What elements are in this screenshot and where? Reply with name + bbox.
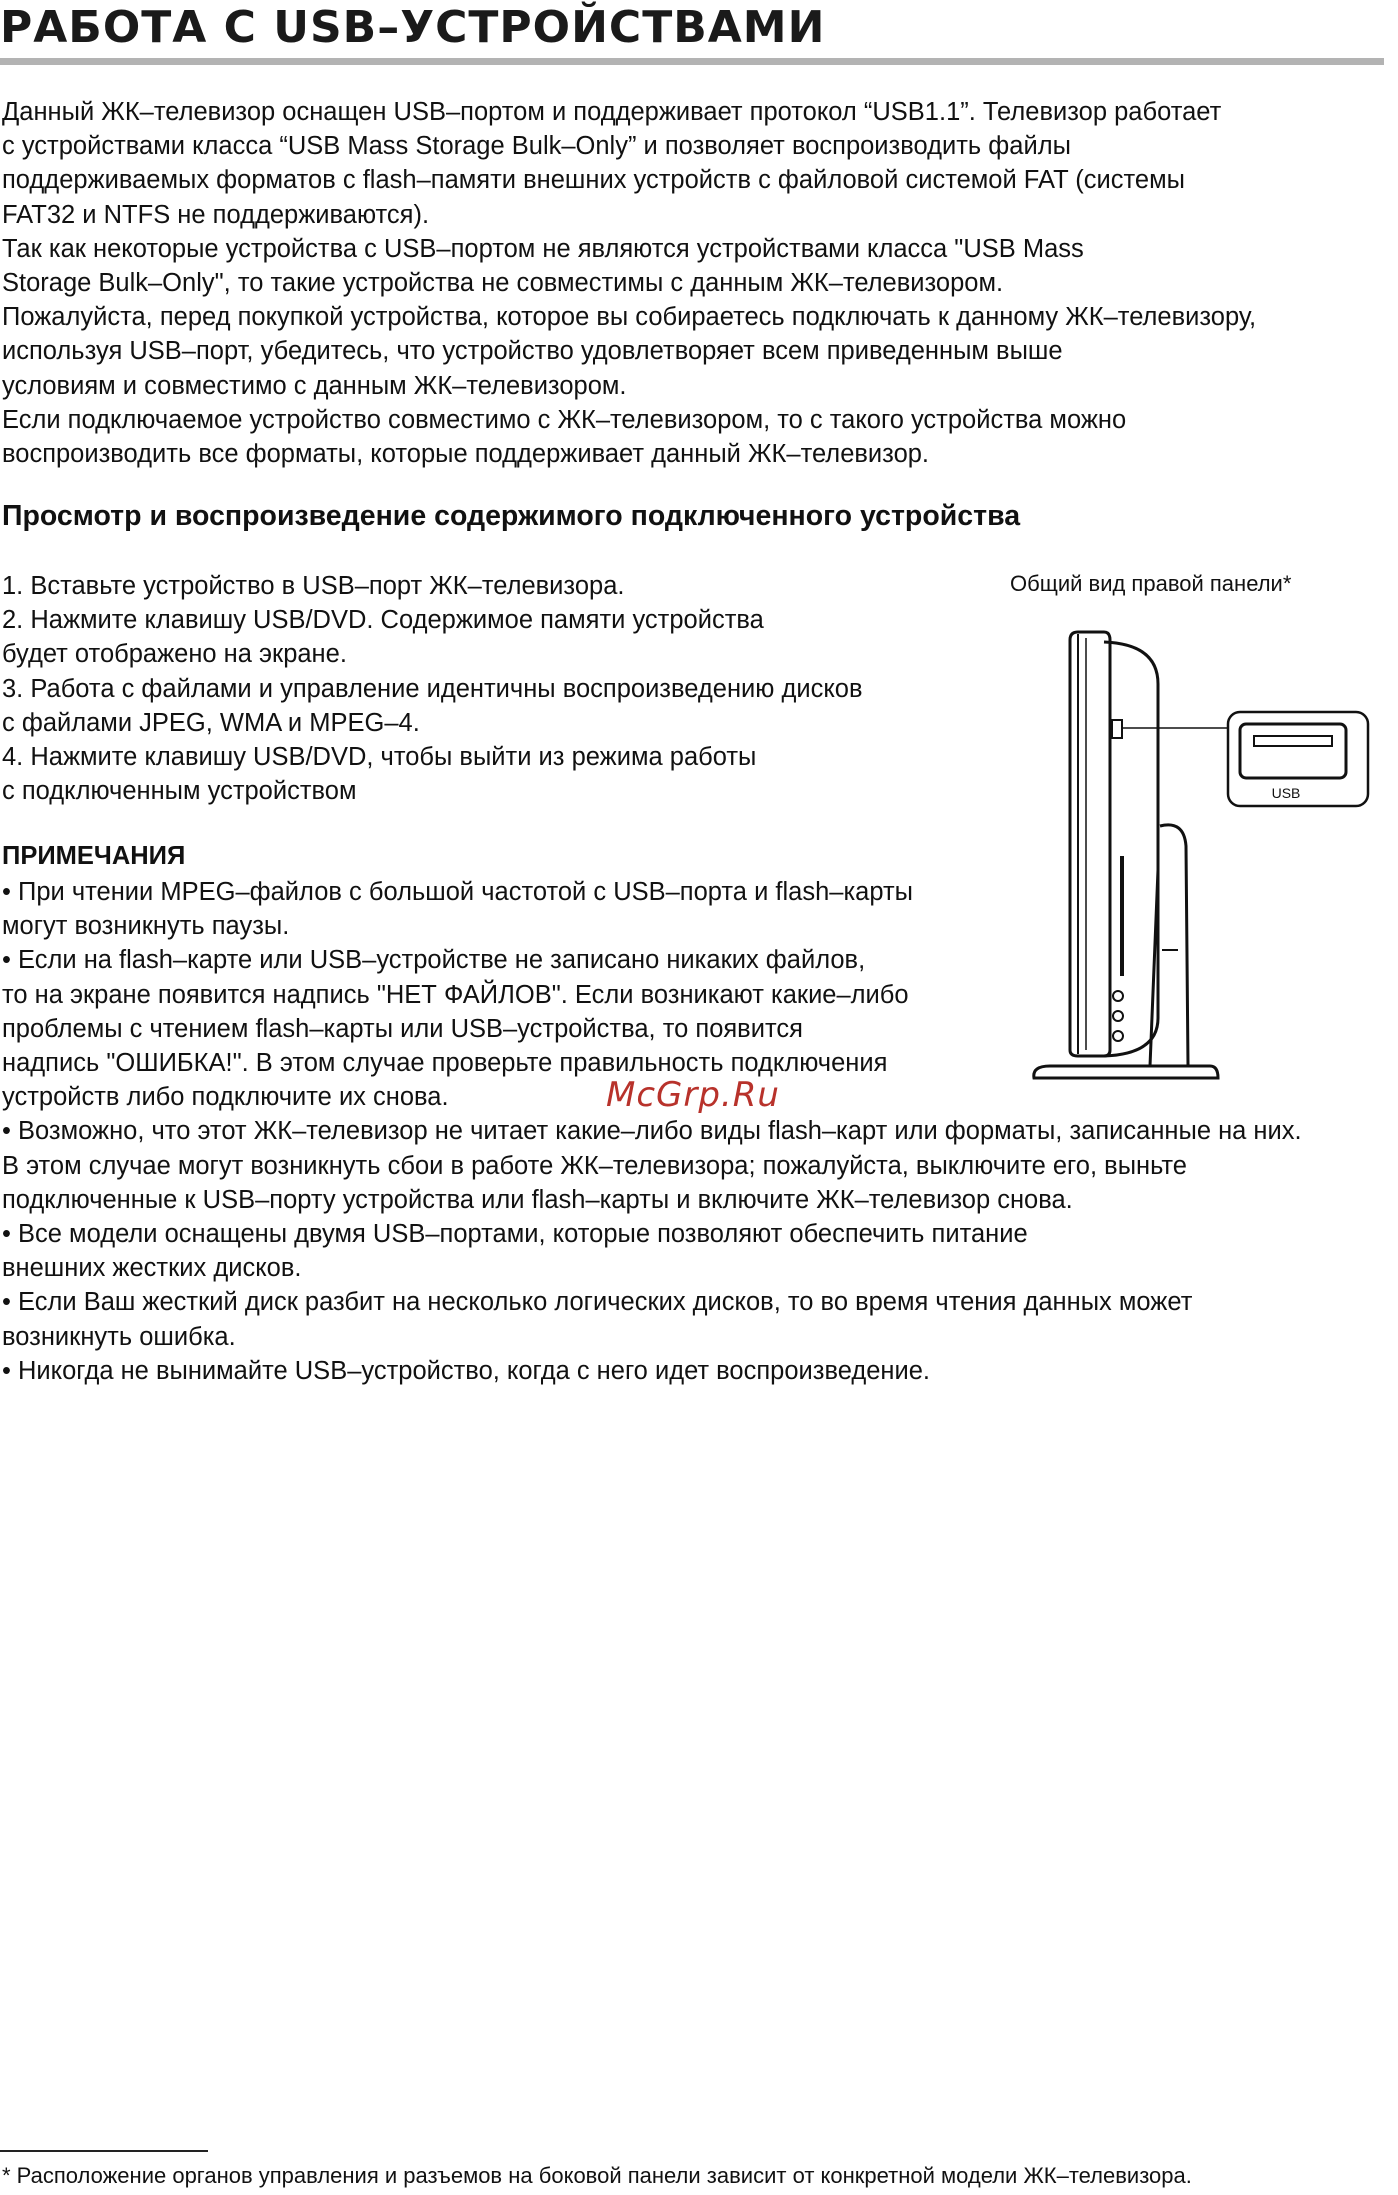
notes-heading: ПРИМЕЧАНИЯ bbox=[2, 842, 186, 870]
footnote: * Расположение органов управления и разъемов на боковой панели зависит от конкретной модели ЖК–телевизора. bbox=[2, 2163, 1192, 2188]
intro-paragraph: Данный ЖК–телевизор оснащен USB–портом и поддерживает протокол “USB1.1”. Телевизор работает с устройствами класса “USB Mass Storage Bulk–Only” и позволяет воспроизводить файлы поддерживаемых форматов с flash–памяти внешних устройств с файловой системой FAT (системы FAT32 и NTFS не поддерживаются). Так как некоторые устройства с USB–портом не являются устройствами класса "USB Mass Storage Bulk–Only", то такие устройства не совместимы с данным ЖК–телевизором. Пожалуйста, перед покупкой устройства, которое вы собираетесь подключать к данному ЖК–телевизору, используя USB–порт, убедитесь, что устройство удовлетворяет всем приведенным выше условиям и совместимо с данным ЖК–телевизором. Если подключаемое устройство совместимо с ЖК–телевизором, то с такого устройства можно воспроизводить все форматы, которые поддерживает данный ЖК–телевизор. bbox=[2, 98, 1257, 469]
side-usb-port-icon bbox=[1112, 720, 1122, 738]
section-heading: Просмотр и воспроизведение содержимого подключенного устройства bbox=[2, 500, 1021, 532]
usb-port-icon bbox=[1240, 724, 1346, 778]
footnote-rule bbox=[0, 2150, 208, 2152]
notes-list: • При чтении MPEG–файлов с большой частотой с USB–порта и flash–карты могут возникнуть паузы. • Если на flash–карте или USB–устройстве не записано никаких файлов, то на экране появится надпись "НЕТ ФАЙЛОВ". Если возникают какие–либо проблемы с чтением flash–карты или USB–устройства, то появится надпись "ОШИБКА!". В этом случае проверьте правильность подключения устройств либо подключите их снова. • Возможно, что этот ЖК–телевизор не читает какие–либо виды flash–карт или форматы, записанные на них. В этом случае могут возникнуть сбои в работе ЖК–телевизора; пожалуйста, выключите его, выньте подключенные к USB–порту устройства или flash–карты и включите ЖК–телевизор снова. • Все модели оснащены двумя USB–портами, которые позволяют обеспечить питание внешних жестких дисков. • Если Ваш жесткий диск разбит на несколько логических дисков, то во время чтения данных может возникнуть ошибка. • Никогда не вынимайте USB–устройство, когда с него идет воспроизведение. bbox=[2, 878, 1302, 1385]
title-underline bbox=[0, 58, 1384, 65]
page-title: РАБОТА С USB–УСТРОЙСТВАМИ bbox=[0, 2, 826, 53]
figure-caption: Общий вид правой панели* bbox=[1010, 571, 1292, 596]
steps-list: 1. Вставьте устройство в USB–порт ЖК–телевизора. 2. Нажмите клавишу USB/DVD. Содержимое памяти устройства будет отображено на экране. 3. Работа с файлами и управление идентичны воспроизведению дисков с файлами JPEG, WMA и MPEG–4. 4. Нажмите клавишу USB/DVD, чтобы выйти из режима работы с подключенным устройством bbox=[2, 572, 863, 806]
usb-callout-label: USB bbox=[1271, 785, 1301, 801]
watermark: McGrp.Ru bbox=[606, 1075, 780, 1115]
